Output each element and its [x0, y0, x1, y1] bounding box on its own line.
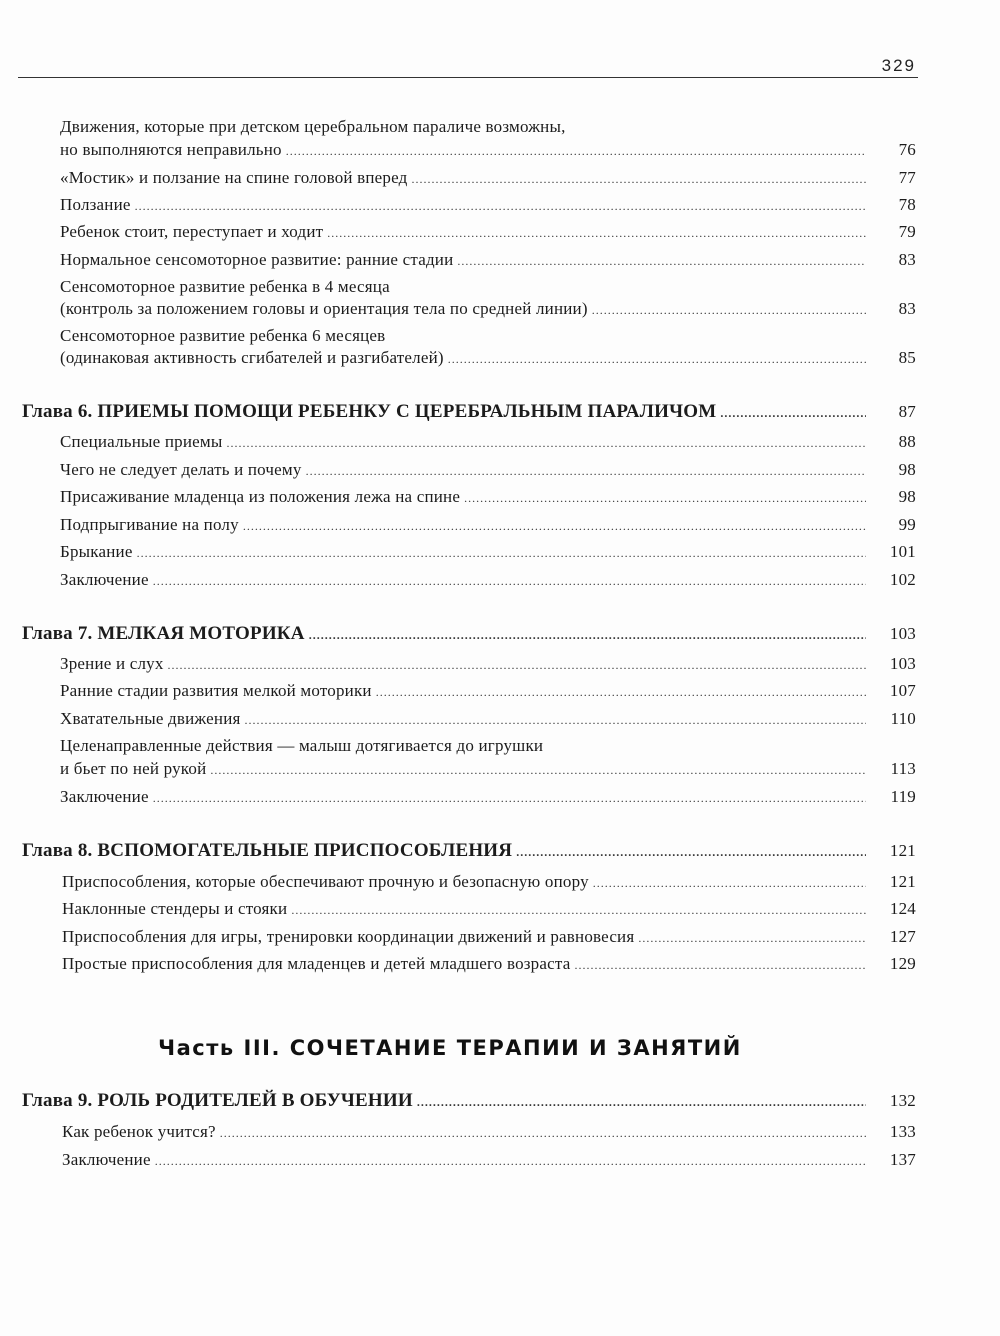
leader-dots [135, 195, 866, 217]
leader-dots [417, 1091, 866, 1113]
toc-entry-title: Ранние стадии развития мелкой моторики [60, 681, 372, 700]
toc-page-number: 83 [898, 299, 916, 318]
toc-entry-title: и бьет по ней рукой [60, 759, 207, 778]
toc-page-number: 132 [889, 1091, 916, 1110]
toc-entry-title: Целенаправленные действия — малыш дотягивается до игрушки [60, 736, 544, 755]
toc-page-number: 99 [898, 515, 916, 534]
toc-entry-title: Приспособления, которые обеспечивают прочную и безопасную опору [62, 872, 589, 891]
leader-dots [638, 927, 866, 949]
leader-dots [412, 168, 867, 190]
toc-entry-title: Приспособления для игры, тренировки координации движений и равновесия [62, 927, 635, 946]
toc-page-number: 124 [889, 899, 916, 918]
toc-entry-title: Ползание [60, 195, 131, 214]
leader-dots [306, 460, 866, 482]
toc-page-number: 101 [889, 542, 916, 561]
leader-dots [153, 570, 866, 592]
leader-dots [291, 899, 866, 921]
toc-chapter-title: Глава 8. ВСПОМОГАТЕЛЬНЫЕ ПРИСПОСОБЛЕНИЯ [22, 840, 513, 861]
leader-dots [327, 222, 866, 244]
toc-page-number: 102 [889, 570, 916, 589]
toc-entry-title: (контроль за положением головы и ориентация тела по средней линии) [60, 299, 588, 318]
leader-dots [464, 487, 866, 509]
toc-page-number: 113 [890, 759, 916, 778]
toc-entry-title: Специальные приемы [60, 432, 223, 451]
toc-page-number: 129 [889, 954, 916, 973]
toc-page-number: 110 [890, 709, 916, 728]
leader-dots [593, 872, 866, 894]
toc-entry-title: Сенсомоторное развитие ребенка 6 месяцев [60, 326, 386, 345]
toc-entry-title: Зрение и слух [60, 654, 164, 673]
toc-page-number: 83 [898, 250, 916, 269]
toc-entry-title: Простые приспособления для младенцев и детей младшего возраста [62, 954, 571, 973]
toc-entry-title: Как ребенок учится? [62, 1122, 216, 1141]
toc-page-number: 121 [889, 872, 916, 891]
toc-page-number: 121 [889, 841, 916, 860]
leader-dots [457, 250, 866, 272]
leader-dots [286, 140, 866, 162]
toc-entry-title: «Мостик» и ползание на спине головой вперед [60, 168, 408, 187]
leader-dots [516, 841, 866, 863]
leader-dots [720, 402, 866, 424]
toc-chapter-title: Глава 6. ПРИЕМЫ ПОМОЩИ РЕБЕНКУ С ЦЕРЕБРАЛЬНЫМ ПАРАЛИЧОМ [22, 401, 717, 422]
leader-dots [243, 515, 866, 537]
toc-page-number: 98 [898, 487, 916, 506]
toc-page-number: 103 [889, 624, 916, 643]
leader-dots [137, 542, 866, 564]
toc-page-number: 107 [889, 681, 916, 700]
toc-entry-title: Заключение [62, 1150, 151, 1169]
toc-entry-title: Брыкание [60, 542, 133, 561]
toc-entry-title: Нормальное сенсомоторное развитие: ранние стадии [60, 250, 454, 269]
toc-chapter-title: Глава 7. МЕЛКАЯ МОТОРИКА [22, 623, 305, 644]
part-title: Часть III. СОЧЕТАНИЕ ТЕРАПИИ И ЗАНЯТИЙ [158, 1036, 742, 1060]
leader-dots [592, 299, 866, 321]
toc-page-number: 137 [889, 1150, 916, 1169]
leader-dots [220, 1122, 866, 1144]
toc-page-number: 88 [898, 432, 916, 451]
toc-page-number: 77 [898, 168, 916, 187]
toc-entry-title: Наклонные стендеры и стояки [62, 899, 288, 918]
toc-page-number: 133 [889, 1122, 916, 1141]
leader-dots [245, 709, 866, 731]
leader-dots [210, 759, 866, 781]
page-number: 329 [881, 56, 916, 75]
toc-page-number: 78 [898, 195, 916, 214]
leader-dots [226, 432, 866, 454]
toc-entry-title: Заключение [60, 570, 149, 589]
leader-dots [574, 954, 866, 976]
toc-page-number: 87 [898, 402, 916, 421]
toc-page-number: 79 [898, 222, 916, 241]
toc-entry-title: Заключение [60, 787, 149, 806]
toc-page-number: 85 [898, 348, 916, 367]
toc-entry-title: (одинаковая активность сгибателей и разгибателей) [60, 348, 444, 367]
toc-entry-title: Движения, которые при детском церебральном параличе возможны, [60, 117, 566, 136]
toc-entry-title: но выполняются неправильно [60, 140, 282, 159]
leader-dots [168, 654, 866, 676]
toc-entry-title: Сенсомоторное развитие ребенка в 4 месяца [60, 277, 390, 296]
leader-dots [376, 681, 866, 703]
leader-dots [309, 624, 866, 646]
toc-page-number: 98 [898, 460, 916, 479]
leader-dots [448, 348, 866, 370]
leader-dots [153, 787, 866, 809]
leader-dots [155, 1150, 866, 1172]
toc-page-number: 76 [898, 140, 916, 159]
toc-entry-title: Ребенок стоит, переступает и ходит [60, 222, 324, 241]
toc-entry-title: Присаживание младенца из положения лежа на спине [60, 487, 461, 506]
toc-page-number: 119 [890, 787, 916, 806]
toc-page-number: 127 [889, 927, 916, 946]
toc-page-number: 103 [889, 654, 916, 673]
toc-entry-title: Хватательные движения [60, 709, 241, 728]
toc-chapter-title: Глава 9. РОЛЬ РОДИТЕЛЕЙ В ОБУЧЕНИИ [22, 1090, 413, 1111]
toc-entry-title: Чего не следует делать и почему [60, 460, 302, 479]
toc-entry-title: Подпрыгивание на полу [60, 515, 239, 534]
